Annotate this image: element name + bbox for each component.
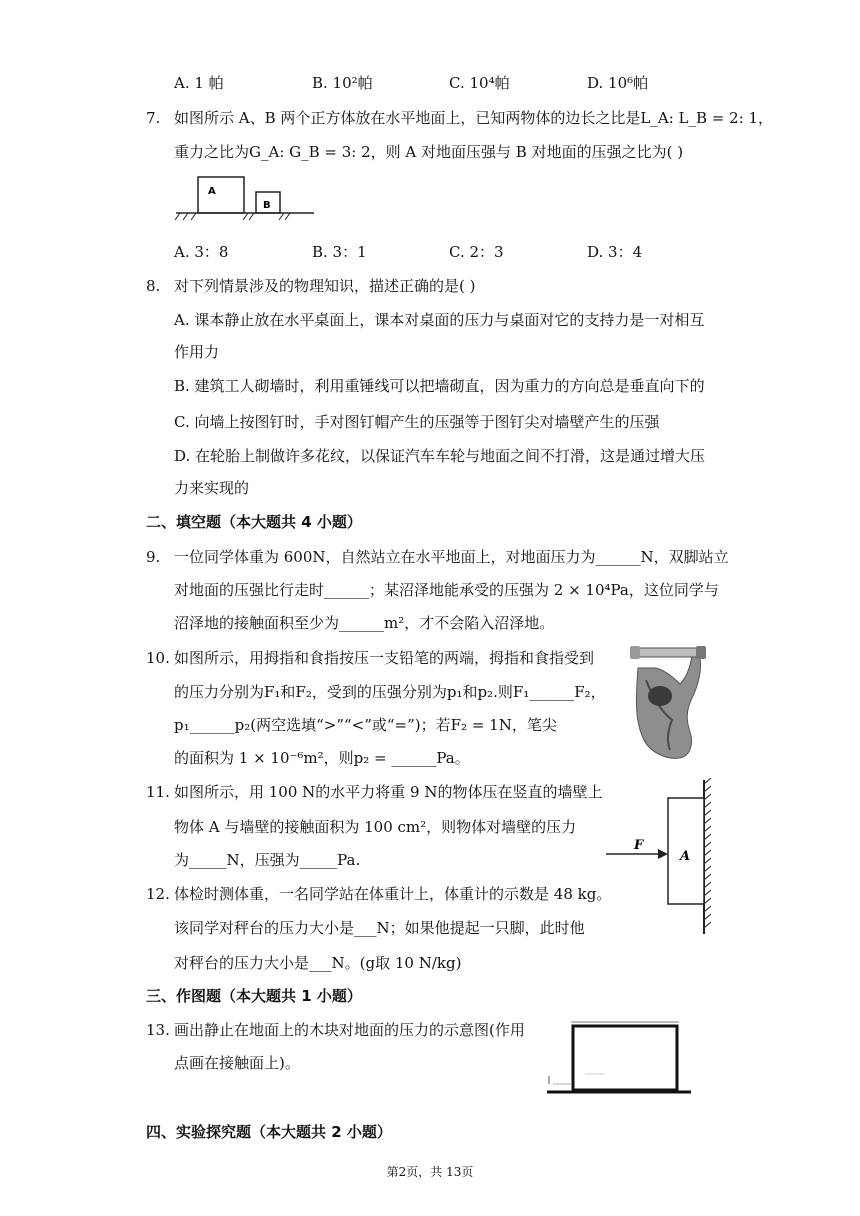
q7-line1: 如图所示 A、B 两个正方体放在水平地面上，已知两物体的边长之比是L_A: L_B = 2: 1， [174, 109, 774, 127]
q7-figure [172, 172, 322, 224]
q7-option-b: B. 3：1 [312, 243, 367, 261]
q11-force-wall-figure [600, 778, 720, 938]
q9-number: 9. [146, 548, 161, 566]
q12-number: 12. [146, 885, 170, 903]
q7-option-a: A. 3：8 [174, 243, 229, 261]
q6-option-a: A. 1 帕 [174, 74, 224, 92]
q7-option-d: D. 3：4 [587, 243, 643, 261]
q6-option-d: D. 10⁶帕 [587, 74, 649, 92]
q9-line3: 沼泽地的接触面积至少为______m²，才不会陷入沼泽地。 [174, 614, 555, 632]
page-footer: 第2页，共 13页 [386, 1165, 474, 1179]
section-2-heading: 二、填空题（本大题共 4 小题） [146, 513, 362, 531]
q10-line2: 的压力分别为F₁和F₂，受到的压强分别为p₁和p₂.则F₁______F₂， [174, 683, 606, 701]
q10-hand-pencil-figure [616, 640, 716, 766]
q13-line2: 点画在接触面上)。 [174, 1054, 300, 1072]
q9-line2: 对地面的压强比行走时______；某沼泽地能承受的压强为 2 × 10⁴Pa，这位同学与 [174, 581, 719, 599]
q11-line1: 如图所示，用 100 N的水平力将重 9 N的物体压在竖直的墙壁上 [174, 783, 603, 801]
q12-line1: 体检时测体重，一名同学站在体重计上，体重计的示数是 48 kg。 [174, 885, 612, 903]
q8-option-a-line2: 作用力 [174, 343, 220, 361]
q7-fig-label-b: B [263, 200, 271, 211]
q10-line3: p₁______p₂(两空选填“>”“<”或“=”)；若F₂ = 1N，笔尖 [174, 716, 557, 734]
q13-wooden-block-figure [545, 1016, 695, 1096]
q13-line1: 画出静止在地面上的木块对地面的压力的示意图(作用 [174, 1021, 525, 1039]
q8-option-a-line1: A. 课本静止放在水平桌面上，课本对桌面的压力与桌面对它的支持力是一对相互 [174, 311, 705, 329]
q7-option-c: C. 2：3 [449, 243, 504, 261]
q8-option-b: B. 建筑工人砌墙时，利用重锤线可以把墙砌直，因为重力的方向总是垂直向下的 [174, 377, 705, 395]
q8-number: 8. [146, 277, 161, 295]
q8-stem: 对下列情景涉及的物理知识，描述正确的是( ) [174, 277, 476, 295]
q7-line2: 重力之比为G_A: G_B = 3: 2，则 A 对地面压强与 B 对地面的压强之比为( ) [174, 143, 684, 161]
q13-number: 13. [146, 1021, 170, 1039]
q8-option-c: C. 向墙上按图钉时，手对图钉帽产生的压强等于图钉尖对墙壁产生的压强 [174, 413, 660, 431]
q8-option-d-line1: D. 在轮胎上制做许多花纹，以保证汽车车轮与地面之间不打滑，这是通过增大压 [174, 447, 706, 465]
q7-fig-label-a: A [208, 186, 216, 197]
section-3-heading: 三、作图题（本大题共 1 小题） [146, 987, 362, 1005]
q6-option-c: C. 10⁴帕 [449, 74, 510, 92]
q8-option-d-line2: 力来实现的 [174, 479, 250, 497]
q10-line1: 如图所示，用拇指和食指按压一支铅笔的两端，拇指和食指受到 [174, 649, 595, 667]
q12-line3: 对秤台的压力大小是___N。(g取 10 N/kg) [174, 954, 462, 972]
q11-fig-label-f: F [634, 838, 644, 853]
q12-line2: 该同学对秤台的压力大小是___N；如果他提起一只脚，此时他 [174, 919, 585, 937]
q11-number: 11. [146, 783, 170, 801]
q6-option-b: B. 10²帕 [312, 74, 373, 92]
q9-line1: 一位同学体重为 600N，自然站立在水平地面上，对地面压力为______N，双脚站立 [174, 548, 729, 566]
q11-line3: 为_____N，压强为_____Pa. [174, 851, 361, 869]
q7-number: 7. [146, 109, 161, 127]
q10-line4: 的面积为 1 × 10⁻⁶m²，则p₂ = ______Pa。 [174, 749, 470, 767]
q11-line2: 物体 A 与墙壁的接触面积为 100 cm²，则物体对墙壁的压力 [174, 818, 577, 836]
q11-fig-label-a: A [680, 849, 691, 864]
section-4-heading: 四、实验探究题（本大题共 2 小题） [146, 1123, 392, 1141]
q10-number: 10. [146, 649, 170, 667]
